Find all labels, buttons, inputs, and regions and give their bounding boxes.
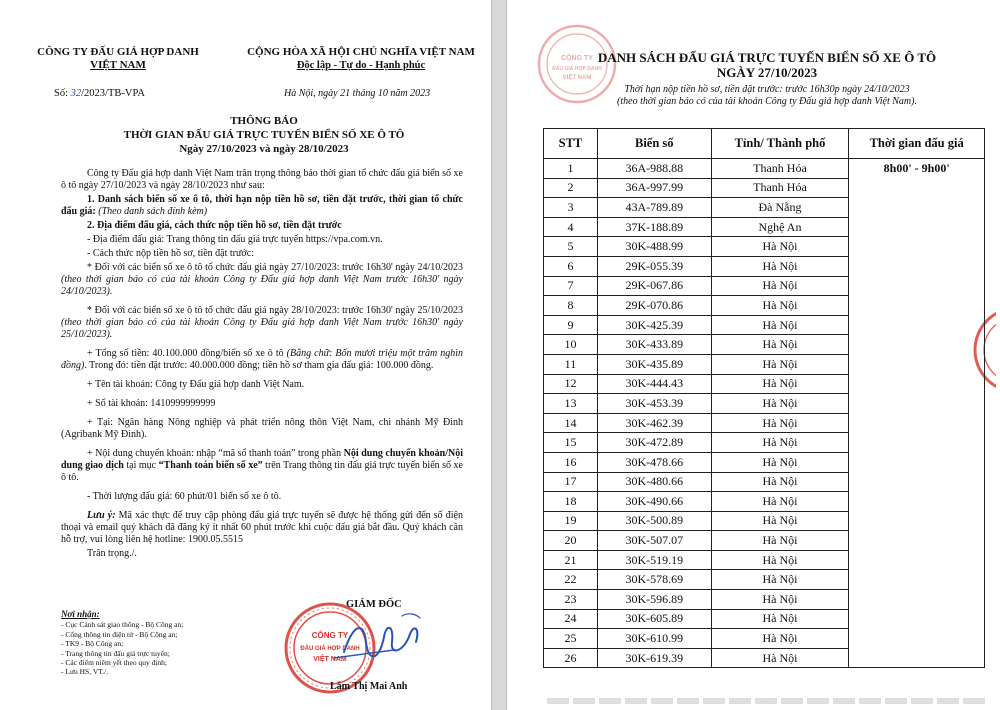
cell-stt: 2 — [544, 178, 598, 198]
table-header-row — [544, 129, 985, 159]
national-title: CỘNG HÒA XÃ HỘI CHỦ NGHĨA VIỆT NAM — [247, 46, 475, 58]
cell-stt: 22 — [544, 570, 598, 590]
signer-name: Lâm Thị Mai Anh — [330, 681, 408, 692]
title-line1: THÔNG BÁO — [230, 115, 298, 127]
list-title-line1: DANH SÁCH ĐẤU GIÁ TRỰC TUYẾN BIỂN SỐ XE Ô TÔ — [597, 50, 937, 65]
header-stt: STT — [544, 129, 598, 159]
cell-province: Hà Nội — [711, 315, 849, 335]
doc-number-handwritten: 32 — [70, 88, 82, 99]
plates-table — [543, 128, 985, 668]
header-time: Thời gian đấu giá — [849, 129, 985, 159]
cell-stt: 1 — [544, 159, 598, 179]
doc-suffix: /2023/TB-VPA — [81, 88, 145, 99]
header-province: Tỉnh/ Thành phố — [711, 129, 849, 159]
recipient-item: - Lưu HS, VT./. — [61, 667, 109, 677]
title-line2: THỜI GIAN ĐẤU GIÁ TRỰC TUYẾN BIỂN SỐ XE Ô TÔ — [123, 129, 405, 141]
intro-paragraph: Công ty Đấu giá hợp danh Việt Nam trân trọng thông báo thời gian tổ chức đấu giá biển số xe ô tô ngày 27/10/2023 và ngày 28/10/2023 như sau: — [61, 168, 463, 191]
recipient-item: - Cổng thông tin điện tử - Bộ Công an; — [61, 629, 178, 639]
company-header — [28, 46, 208, 72]
cell-stt: 23 — [544, 590, 598, 610]
cell-stt: 6 — [544, 256, 598, 276]
cell-stt: 25 — [544, 629, 598, 649]
auction-duration: - Thời lượng đấu giá: 60 phút/01 biển số xe ô tô. — [87, 491, 282, 502]
cell-province: Thanh Hóa — [711, 159, 849, 179]
recipient-item: - Trang thông tin đấu giá trực tuyến; — [61, 648, 170, 658]
cell-province: Đà Nẵng — [711, 198, 849, 218]
bank-info: + Tại: Ngân hàng Nông nghiệp và phát triển nông thôn Việt Nam, chi nhánh Mỹ Đình (Agribank Mỹ Đình). — [61, 417, 463, 440]
cell-province: Hà Nội — [711, 629, 849, 649]
announcement-page — [4, 4, 491, 706]
cell-province: Hà Nội — [711, 433, 849, 453]
cell-province: Nghệ An — [711, 217, 849, 237]
faded-seal-line3: VIỆT NAM — [562, 75, 592, 81]
cell-plate: 30K-596.89 — [597, 590, 711, 610]
cell-plate: 30K-488.99 — [597, 237, 711, 257]
cell-plate: 43A-789.89 — [597, 198, 711, 218]
cell-plate: 30K-478.66 — [597, 452, 711, 472]
cell-plate: 30K-578.69 — [597, 570, 711, 590]
seal-line3: VIỆT NAM — [313, 656, 347, 663]
transfer-content — [61, 448, 463, 484]
cell-plate: 30K-435.89 — [597, 354, 711, 374]
faded-seal-line2: ĐẤU GIÁ HỢP DANH — [552, 66, 602, 72]
cell-province: Hà Nội — [711, 609, 849, 629]
section-1 — [61, 194, 463, 218]
list-note-line1: Thời hạn nộp tiền hồ sơ, tiền đặt trước: trước 16h30p ngày 24/10/2023 — [624, 84, 910, 95]
cell-stt: 24 — [544, 609, 598, 629]
cell-province: Hà Nội — [711, 394, 849, 414]
total-amount — [61, 348, 463, 372]
cell-province: Hà Nội — [711, 237, 849, 257]
cell-province: Hà Nội — [711, 374, 849, 394]
cell-stt: 18 — [544, 492, 598, 512]
cell-plate: 30K-605.89 — [597, 609, 711, 629]
doc-prefix: Số: — [54, 88, 71, 99]
cell-province: Thanh Hóa — [711, 178, 849, 198]
document-number — [54, 88, 145, 99]
cell-plate: 30K-472.89 — [597, 433, 711, 453]
cell-province: Hà Nội — [711, 492, 849, 512]
section-2-heading: 2. Địa điểm đấu giá, cách thức nộp tiền hồ sơ, tiền đặt trước — [87, 220, 342, 231]
deadline-28-note: (theo thời gian báo có của tài khoản Công ty Đấu giá hợp danh Việt Nam trước 16h30' ngày 25/10/2023). — [61, 317, 463, 340]
cell-plate: 30K-444.43 — [597, 374, 711, 394]
deadline-27 — [61, 262, 463, 298]
announcement-body — [61, 168, 463, 562]
cell-province: Hà Nội — [711, 276, 849, 296]
deadline-27-note: (theo thời gian báo có của tài khoản Công ty Đấu giá hợp danh Việt Nam trước 16h30' ngày 24/10/2023). — [61, 274, 463, 297]
note-text: Mã xác thực để truy cập phòng đấu giá trực tuyến sẽ được hệ thống gửi đến số điện thoại và email quý khách đã đăng ký ít nhất 60 phút trước khi cuộc đấu giá bắt đầu. Quý khách cần hỗ trợ, vui lòng liên hệ hotline: 1900.05.5515 — [61, 510, 463, 545]
cell-stt: 12 — [544, 374, 598, 394]
cell-plate: 30K-425.39 — [597, 315, 711, 335]
cell-province: Hà Nội — [711, 354, 849, 374]
cell-plate: 30K-500.89 — [597, 511, 711, 531]
cell-plate: 30K-610.99 — [597, 629, 711, 649]
cell-stt: 5 — [544, 237, 598, 257]
cell-province: Hà Nội — [711, 531, 849, 551]
cell-stt: 21 — [544, 550, 598, 570]
deadline-28 — [61, 305, 463, 341]
footer-strip — [547, 698, 987, 704]
signer-title: GIÁM ĐỐC — [346, 599, 402, 610]
header-plate: Biển số — [597, 129, 711, 159]
deadline-28-text: * Đối với các biển số xe ô tô tổ chức đấu giá ngày 28/10/2023: trước 16h30' ngày 25/10/2023 — [87, 305, 463, 316]
total-amount-b: . Trong đó: tiền đặt trước: 40.000.000 đồng; tiền hồ sơ tham gia đấu giá: 100.000 đồng. — [84, 360, 434, 371]
cell-stt: 15 — [544, 433, 598, 453]
place-date: Hà Nội, ngày 21 tháng 10 năm 2023 — [284, 88, 431, 99]
total-amount-words: (Bằng chữ: Bốn mươi triệu một trăm nghìn đồng) — [61, 348, 463, 371]
faded-seal-line1: CÔNG TY — [561, 55, 593, 62]
cell-stt: 20 — [544, 531, 598, 551]
total-amount-a: + Tổng số tiền: 40.100.000 đồng/biển số xe ô tô — [87, 348, 287, 359]
list-title-line2: NGÀY 27/10/2023 — [716, 65, 818, 80]
cell-stt: 8 — [544, 296, 598, 316]
national-motto: Độc lập - Tự do - Hạnh phúc — [296, 60, 426, 71]
cell-plate: 29K-070.86 — [597, 296, 711, 316]
title-line3: Ngày 27/10/2023 và ngày 28/10/2023 — [179, 143, 349, 155]
cell-province: Hà Nội — [711, 570, 849, 590]
transfer-c: trên Trang thông tin đấu giá trực tuyến biển số xe ô tô. — [61, 460, 464, 483]
recipient-item: - Các điểm niêm yết theo quy định; — [61, 658, 168, 668]
cell-province: Hà Nội — [711, 590, 849, 610]
cell-stt: 11 — [544, 354, 598, 374]
transfer-bold-1: Nội dung chuyển khoản/Nội dung giao dịch — [61, 448, 463, 471]
cell-time: 8h00' - 9h00' — [849, 159, 985, 668]
cell-province: Hà Nội — [711, 256, 849, 276]
cell-province: Hà Nội — [711, 648, 849, 668]
cell-stt: 19 — [544, 511, 598, 531]
list-note-line2: (theo thời gian báo có của tài khoản Công ty Đấu giá hợp danh Việt Nam). — [617, 96, 917, 107]
cell-province: Hà Nội — [711, 296, 849, 316]
cell-province: Hà Nội — [711, 511, 849, 531]
cell-province: Hà Nội — [711, 550, 849, 570]
cell-plate: 36A-997.99 — [597, 178, 711, 198]
list-note — [547, 84, 987, 108]
note-paragraph — [61, 510, 463, 546]
recipient-item: - TK9 - Bộ Công an; — [61, 639, 124, 649]
transfer-a: + Nội dung chuyển khoản: nhập “mã số thanh toán” trong phần — [87, 448, 344, 459]
company-name-line2: VIỆT NAM — [90, 59, 146, 71]
cell-plate: 29K-055.39 — [597, 256, 711, 276]
section-1-heading: 1. Danh sách biển số xe ô tô, thời hạn nộp tiền hồ sơ, tiền đặt trước, thời gian tổ chức đấu giá: — [61, 194, 463, 217]
table-row — [544, 159, 985, 179]
cell-stt: 13 — [544, 394, 598, 414]
cell-plate: 30K-507.07 — [597, 531, 711, 551]
cell-stt: 14 — [544, 413, 598, 433]
cell-province: Hà Nội — [711, 472, 849, 492]
recipient-item: - Cục Cảnh sát giao thông - Bộ Công an; — [61, 620, 184, 630]
note-label: Lưu ý: — [87, 510, 116, 521]
seal-line2: ĐẤU GIÁ HỢP DANH — [300, 646, 360, 652]
signature-icon — [324, 612, 434, 672]
cell-stt: 3 — [544, 198, 598, 218]
cell-plate: 30K-490.66 — [597, 492, 711, 512]
deadline-27-text: * Đối với các biển số xe ô tô tổ chức đấu giá ngày 27/10/2023: trước 16h30' ngày 24/10/2023 — [87, 262, 463, 273]
account-name: + Tên tài khoản: Công ty Đấu giá hợp danh Việt Nam. — [87, 379, 305, 390]
closing: Trân trọng./. — [87, 548, 137, 559]
payment-method: - Cách thức nộp tiền hồ sơ, tiền đặt trước: — [87, 248, 254, 259]
cell-plate: 37K-188.89 — [597, 217, 711, 237]
cell-stt: 10 — [544, 335, 598, 355]
recipients-block — [61, 610, 261, 677]
cell-stt: 7 — [544, 276, 598, 296]
section-1-note: (Theo danh sách đính kèm) — [95, 206, 208, 217]
announcement-title — [64, 114, 464, 156]
cell-province: Hà Nội — [711, 452, 849, 472]
list-title — [547, 50, 987, 80]
cell-stt: 17 — [544, 472, 598, 492]
cell-stt: 9 — [544, 315, 598, 335]
transfer-bold-2: “Thanh toán biển số xe” — [158, 460, 263, 471]
auction-location: - Địa điểm đấu giá: Trang thông tin đấu giá trực tuyến https://vpa.com.vn. — [87, 234, 383, 245]
cell-province: Hà Nội — [711, 335, 849, 355]
cell-province: Hà Nội — [711, 413, 849, 433]
cell-stt: 4 — [544, 217, 598, 237]
account-number: + Số tài khoản: 1410999999999 — [87, 398, 216, 409]
cell-plate: 30K-462.39 — [597, 413, 711, 433]
cell-plate: 30K-519.19 — [597, 550, 711, 570]
auction-list-page — [507, 4, 996, 706]
cell-stt: 26 — [544, 648, 598, 668]
cell-plate: 36A-988.88 — [597, 159, 711, 179]
company-name-line1: CÔNG TY ĐẤU GIÁ HỢP DANH — [37, 46, 199, 58]
transfer-b: tại mục — [123, 460, 159, 471]
recipients-title: Nơi nhận: — [61, 609, 100, 619]
page-gutter — [491, 0, 507, 710]
cell-plate: 30K-619.39 — [597, 648, 711, 668]
cell-plate: 30K-480.66 — [597, 472, 711, 492]
cell-plate: 30K-453.39 — [597, 394, 711, 414]
cell-plate: 30K-433.89 — [597, 335, 711, 355]
national-header — [236, 46, 486, 72]
cell-stt: 16 — [544, 452, 598, 472]
seal-line1: CÔNG TY — [311, 631, 349, 640]
cell-plate: 29K-067.86 — [597, 276, 711, 296]
